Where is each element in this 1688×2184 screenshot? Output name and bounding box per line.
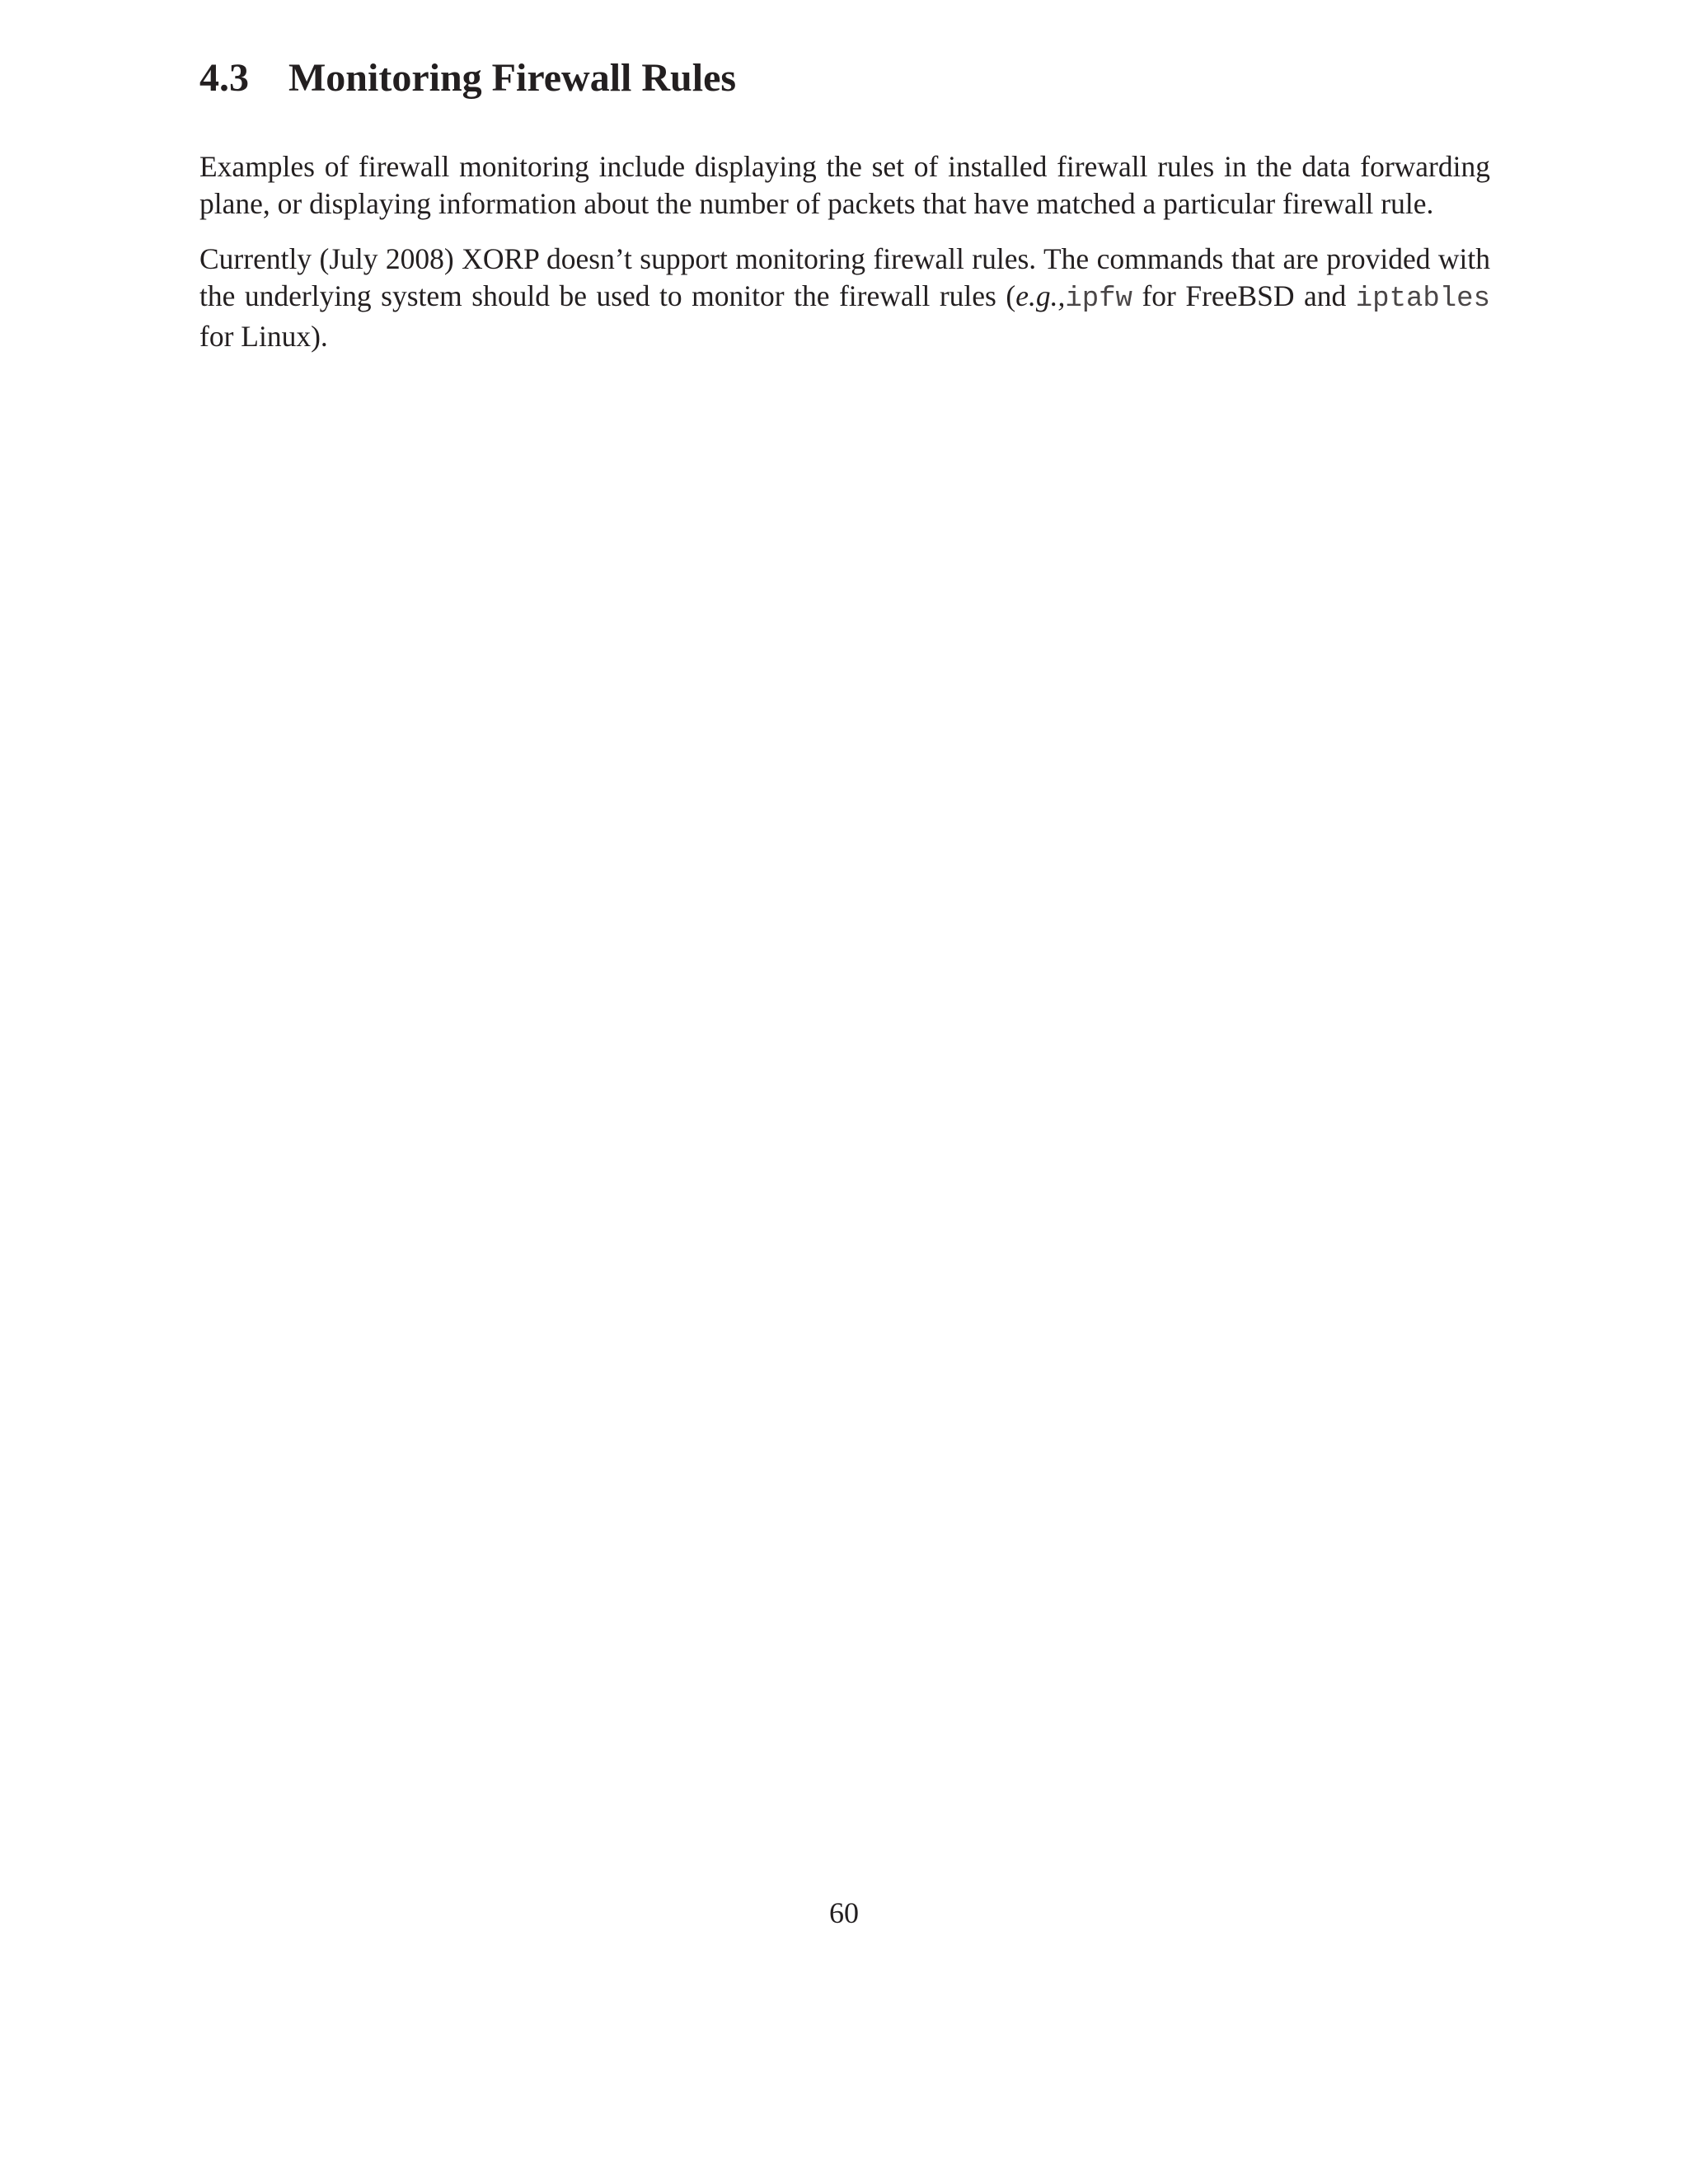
section-number: 4.3 [199,56,249,100]
paragraph-mid-text: for FreeBSD and [1132,279,1356,312]
paragraph-firewall-monitoring-examples: Examples of firewall monitoring include displaying the set of installed firewall rules in the data forwarding plane, or displaying information about the number of packets that have matched a particular firewall rule. [199,150,1490,220]
eg-abbreviation: e.g., [1015,279,1066,312]
paragraph-tail-text: for Linux). [199,320,328,353]
iptables-command: iptables [1355,284,1490,315]
paragraph-xorp-support-note [199,241,1490,355]
section-heading [199,53,736,104]
section-title: Monitoring Firewall Rules [288,56,737,100]
paragraph-lead-text: Currently (July 2008) XORP doesn’t support monitoring firewall rules. The commands that are provided with the underlying system should be used to monitor the firewall rules ( [199,242,1490,312]
ipfw-command: ipfw [1065,284,1132,315]
page-number: 60 [829,1896,859,1929]
